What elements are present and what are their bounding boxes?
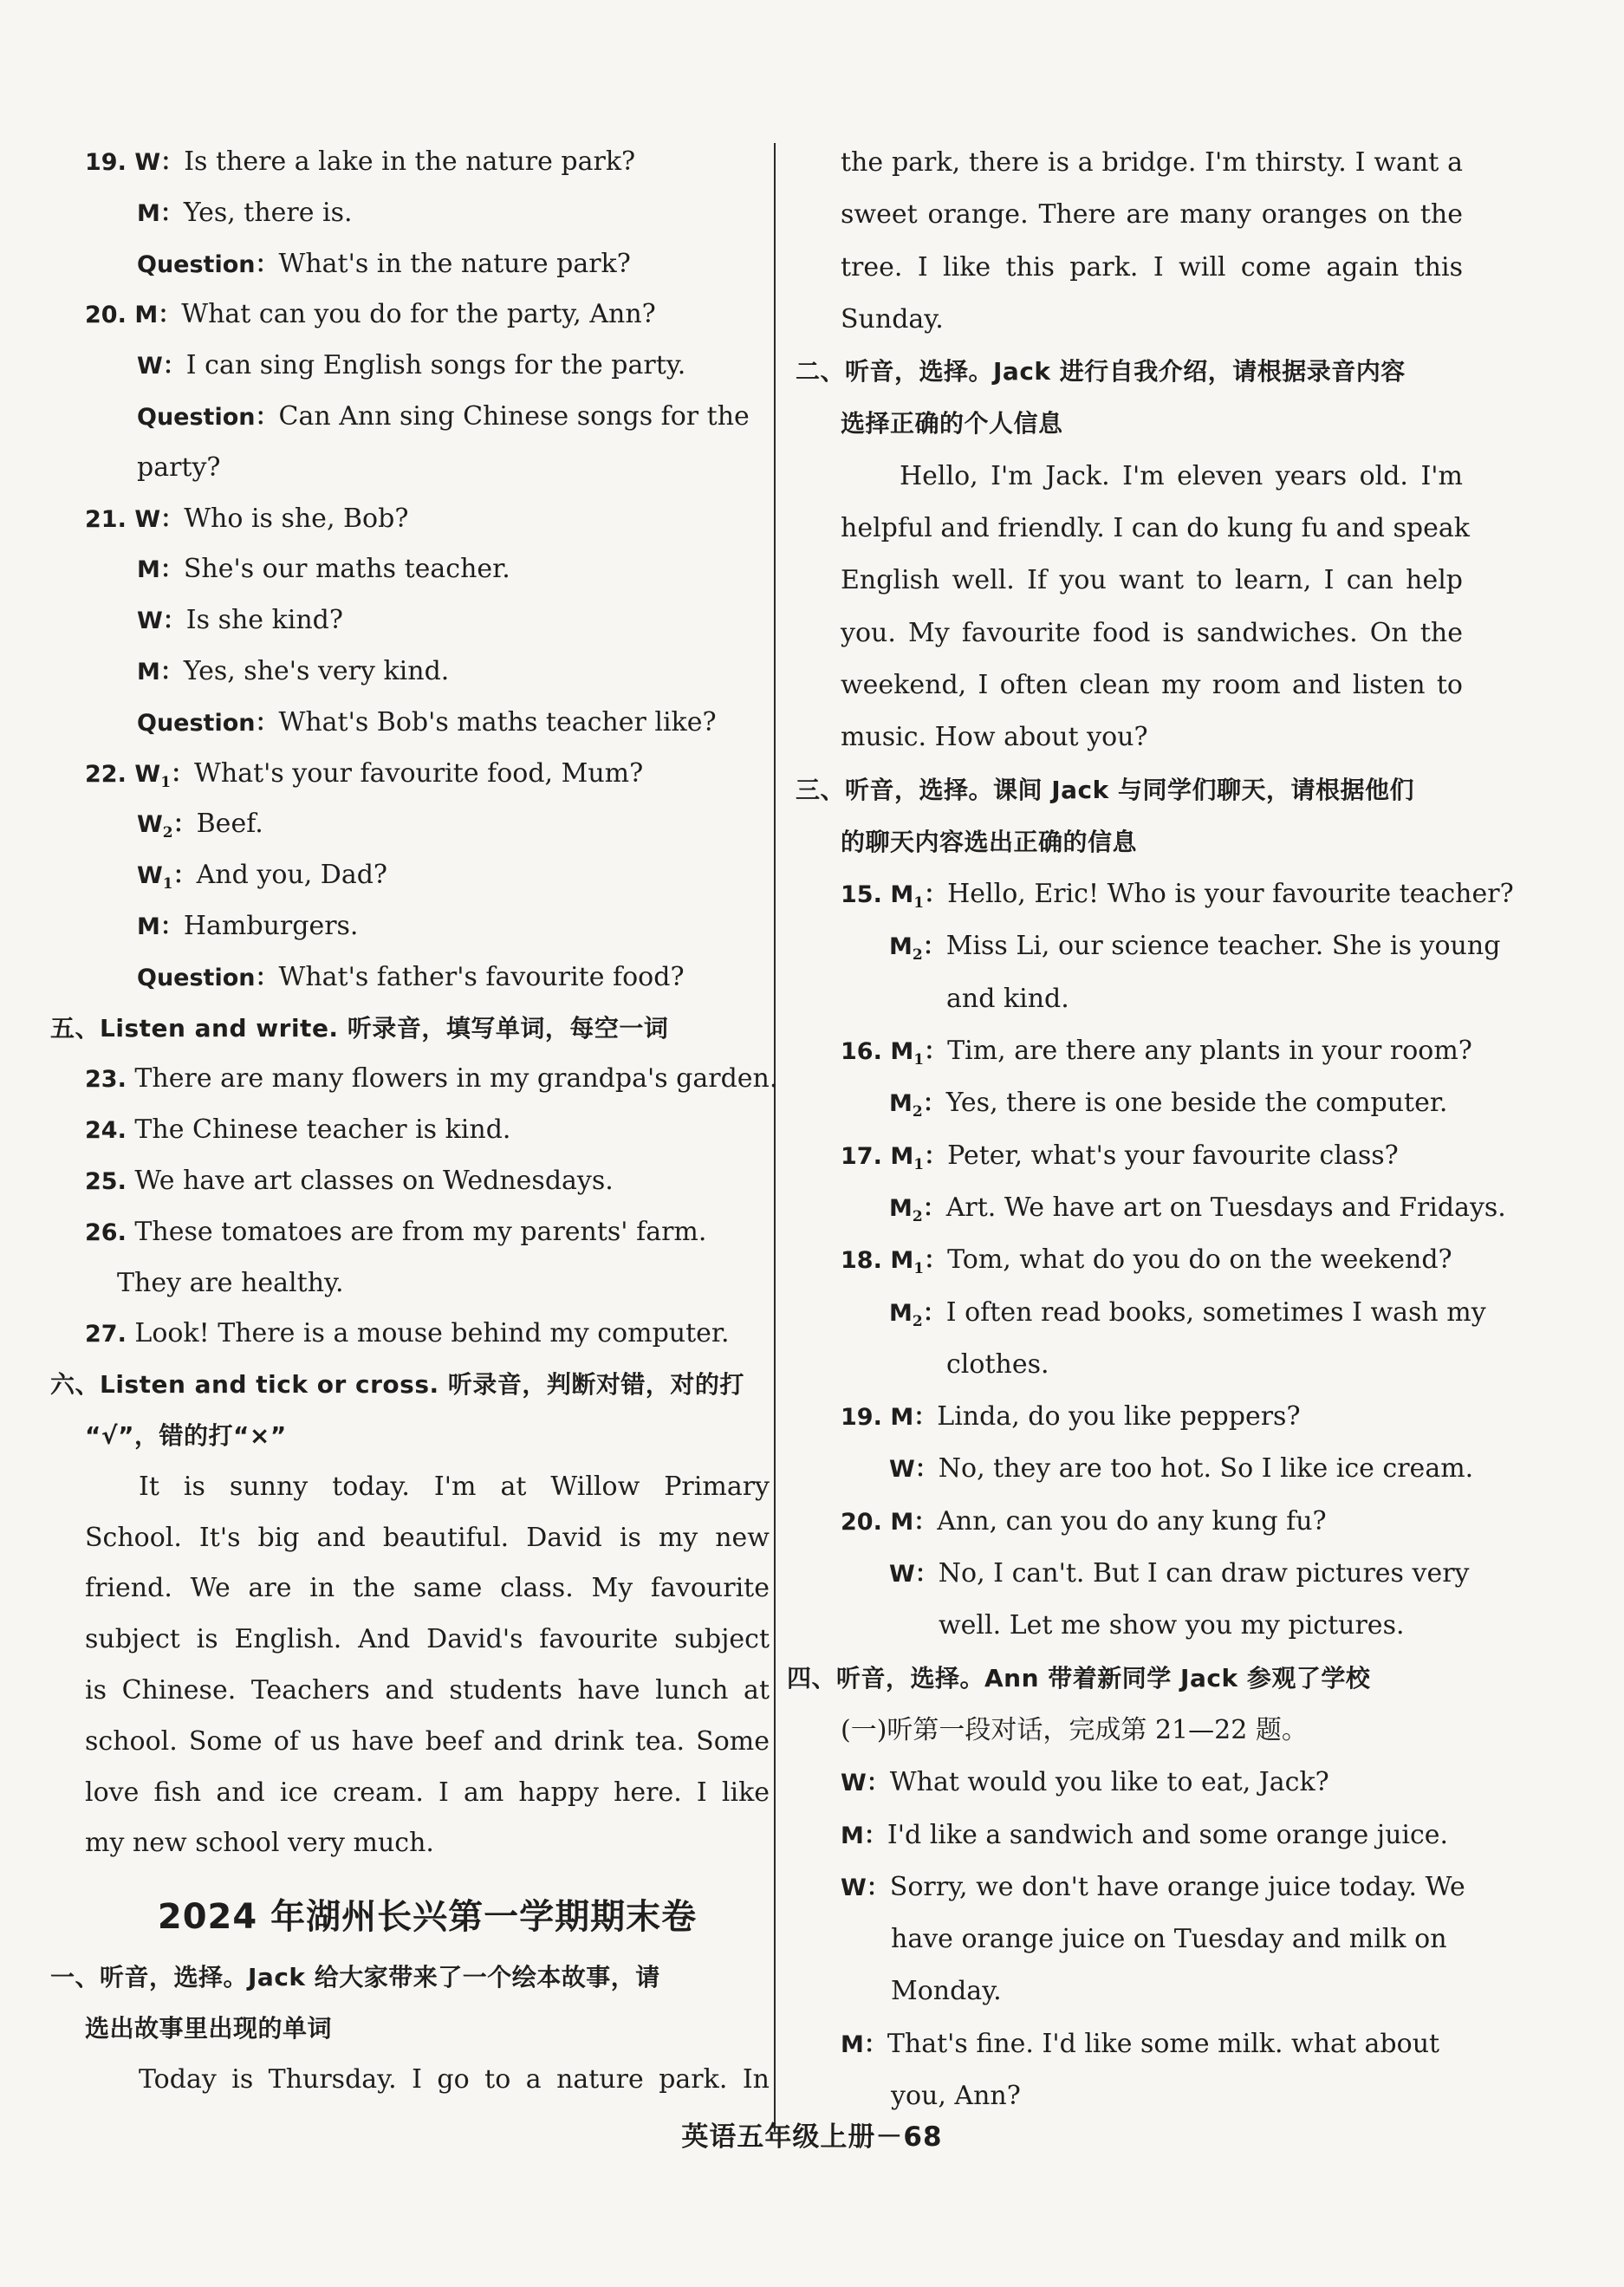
section-1-heading-cont: 选出故事里出现的单词 (85, 2013, 333, 2043)
q22-m: M：Hamburgers. (137, 910, 359, 941)
passage2-line: Hello, I'm Jack. I'm eleven years old. I'm (900, 460, 1463, 491)
section-1-heading: 一、听音，选择。Jack 给大家带来了一个绘本故事，请 (50, 1963, 660, 1992)
q24: 24. The Chinese teacher is kind. (85, 1114, 511, 1146)
q22-w1: 22. $W_1$：What's your favourite food, Mum? (85, 757, 644, 791)
section-3-heading-cont: 的聊天内容选出正确的信息 (841, 827, 1138, 856)
q27: 27. Look! There is a mouse behind my computer. (85, 1318, 730, 1349)
q23: 23. There are many flowers in my grandpa's garden. (85, 1063, 778, 1095)
passage1-line: the park, there is a bridge. I'm thirsty. I want a (841, 147, 1463, 178)
passage2-line: you. My favourite food is sandwiches. On the (841, 617, 1463, 648)
passage2-line: English well. If you want to learn, I can help (841, 565, 1463, 596)
q21-m: M：She's our maths teacher. (137, 554, 510, 585)
passage2-line: music. How about you? (841, 722, 1148, 753)
q15-m2: $M_2$：Miss Li, our science teacher. She is young (889, 931, 1501, 965)
section-4-subheading: (一)听第一段对话，完成第 21—22 题。 (841, 1714, 1308, 1745)
dlg-m1: M：I'd like a sandwich and some orange juice. (841, 1819, 1449, 1850)
q16-m1: 16. $M_1$：Tim, are there any plants in your room? (841, 1036, 1472, 1069)
q21-w: 21. W：Who is she, Bob? (85, 503, 409, 534)
right-column (787, 137, 1514, 2122)
dlg-w2-cont: Monday. (891, 1976, 1002, 2007)
q21-m2: M：Yes, she's very kind. (137, 655, 450, 686)
passage6-line: school. Some of us have beef and drink tea. Some (85, 1725, 770, 1757)
dlg-w2: W：Sorry, we don't have orange juice today. We (841, 1871, 1465, 1902)
passage2-line: weekend, I often clean my room and listen to (841, 669, 1463, 700)
passage1-line: tree. I like this park. I will come again this (841, 251, 1463, 283)
section-3-heading: 三、听音，选择。课间 Jack 与同学们聊天，请根据他们 (796, 775, 1415, 804)
q20-w-cont: well. Let me show you my pictures. (939, 1610, 1405, 1641)
section-4-heading: 四、听音，选择。Ann 带着新同学 Jack 参观了学校 (787, 1663, 1371, 1693)
q17-m1: 17. $M_1$：Peter, what's your favourite class? (841, 1140, 1399, 1173)
passage6-line: School. It's big and beautiful. David is my new (85, 1522, 770, 1553)
passage6-line: my new school very much. (85, 1828, 434, 1859)
q18-m2: $M_2$：I often read books, sometimes I wash my (889, 1296, 1486, 1330)
q19-w: W：No, they are too hot. So I like ice cream. (889, 1453, 1474, 1485)
q19-m: 19. M：Linda, do you like peppers? (841, 1401, 1301, 1433)
q22-w1b: $W_1$：And you, Dad? (137, 860, 387, 893)
q18-m1: 18. $M_1$：Tom, what do you do on the weekend? (841, 1244, 1452, 1278)
passage1-line: Today is Thursday. I go to a nature park. In (139, 2063, 770, 2095)
q20-w: W：No, I can't. But I can draw pictures very (889, 1558, 1470, 1589)
q20-question: Question：Can Ann sing Chinese songs for the (137, 400, 750, 432)
q21-question: Question：What's Bob's maths teacher like? (137, 706, 717, 737)
passage6-line: friend. We are in the same class. My favourite (85, 1573, 770, 1604)
q20-m: 20. M：Ann, can you do any kung fu? (841, 1505, 1327, 1537)
section-2-heading-cont: 选择正确的个人信息 (841, 409, 1063, 439)
q26-cont: They are healthy. (117, 1267, 344, 1298)
passage6-line: subject is English. And David's favourite subject (85, 1624, 770, 1655)
q19-m: M：Yes, there is. (137, 197, 353, 228)
left-column (50, 137, 778, 2105)
exam-title: 2024 年湖州长兴第一学期期末卷 (157, 1897, 698, 1938)
q16-m2: $M_2$：Yes, there is one beside the computer. (889, 1088, 1448, 1121)
q15-m1: 15. $M_1$：Hello, Eric! Who is your favourite teacher? (841, 879, 1514, 913)
passage6-line: It is sunny today. I'm at Willow Primary (139, 1471, 770, 1502)
dlg-m2: M：That's fine. I'd like some milk. what about (841, 2028, 1440, 2059)
q19-question: Question：What's in the nature park? (137, 248, 631, 279)
dlg-w2-cont: have orange juice on Tuesday and milk on (891, 1924, 1447, 1955)
passage1-line: sweet orange. There are many oranges on the (841, 199, 1463, 231)
q19-w: 19. W：Is there a lake in the nature park? (85, 146, 636, 177)
q17-m2: $M_2$：Art. We have art on Tuesdays and Fridays. (889, 1192, 1506, 1225)
q20-m: 20. M：What can you do for the party, Ann? (85, 299, 656, 330)
q21-w2: W：Is she kind? (137, 605, 343, 636)
q22-w2: $W_2$：Beef. (137, 809, 263, 842)
dlg-m2-cont: you, Ann? (891, 2080, 1021, 2111)
q20-question-cont: party? (137, 452, 221, 483)
q25: 25. We have art classes on Wednesdays. (85, 1165, 614, 1196)
section-6-heading-cont: “√”，错的打“×” (85, 1420, 287, 1450)
column-divider (774, 143, 776, 2132)
dlg-w1: W：What would you like to eat, Jack? (841, 1767, 1329, 1798)
section-6-heading: 六、Listen and tick or cross. 听录音，判断对错，对的打 (50, 1370, 744, 1400)
page-footer: 英语五年级上册－68 (681, 2121, 943, 2153)
passage6-line: love fish and ice cream. I am happy here. I like (85, 1777, 770, 1808)
q20-w: W：I can sing English songs for the party. (137, 350, 686, 381)
q22-question: Question：What's father's favourite food? (137, 961, 685, 992)
q18-m2-cont: clothes. (946, 1348, 1049, 1380)
q15-m2-cont: and kind. (946, 983, 1069, 1014)
passage1-line: Sunday. (841, 303, 944, 335)
section-2-heading: 二、听音，选择。Jack 进行自我介绍，请根据录音内容 (796, 357, 1406, 387)
passage2-line: helpful and friendly. I can do kung fu and speak (841, 513, 1470, 544)
q26: 26. These tomatoes are from my parents' farm. (85, 1216, 707, 1247)
section-5-heading: 五、Listen and write. 听录音，填写单词，每空一词 (50, 1013, 669, 1043)
passage6-line: is Chinese. Teachers and students have lunch at (85, 1674, 770, 1706)
